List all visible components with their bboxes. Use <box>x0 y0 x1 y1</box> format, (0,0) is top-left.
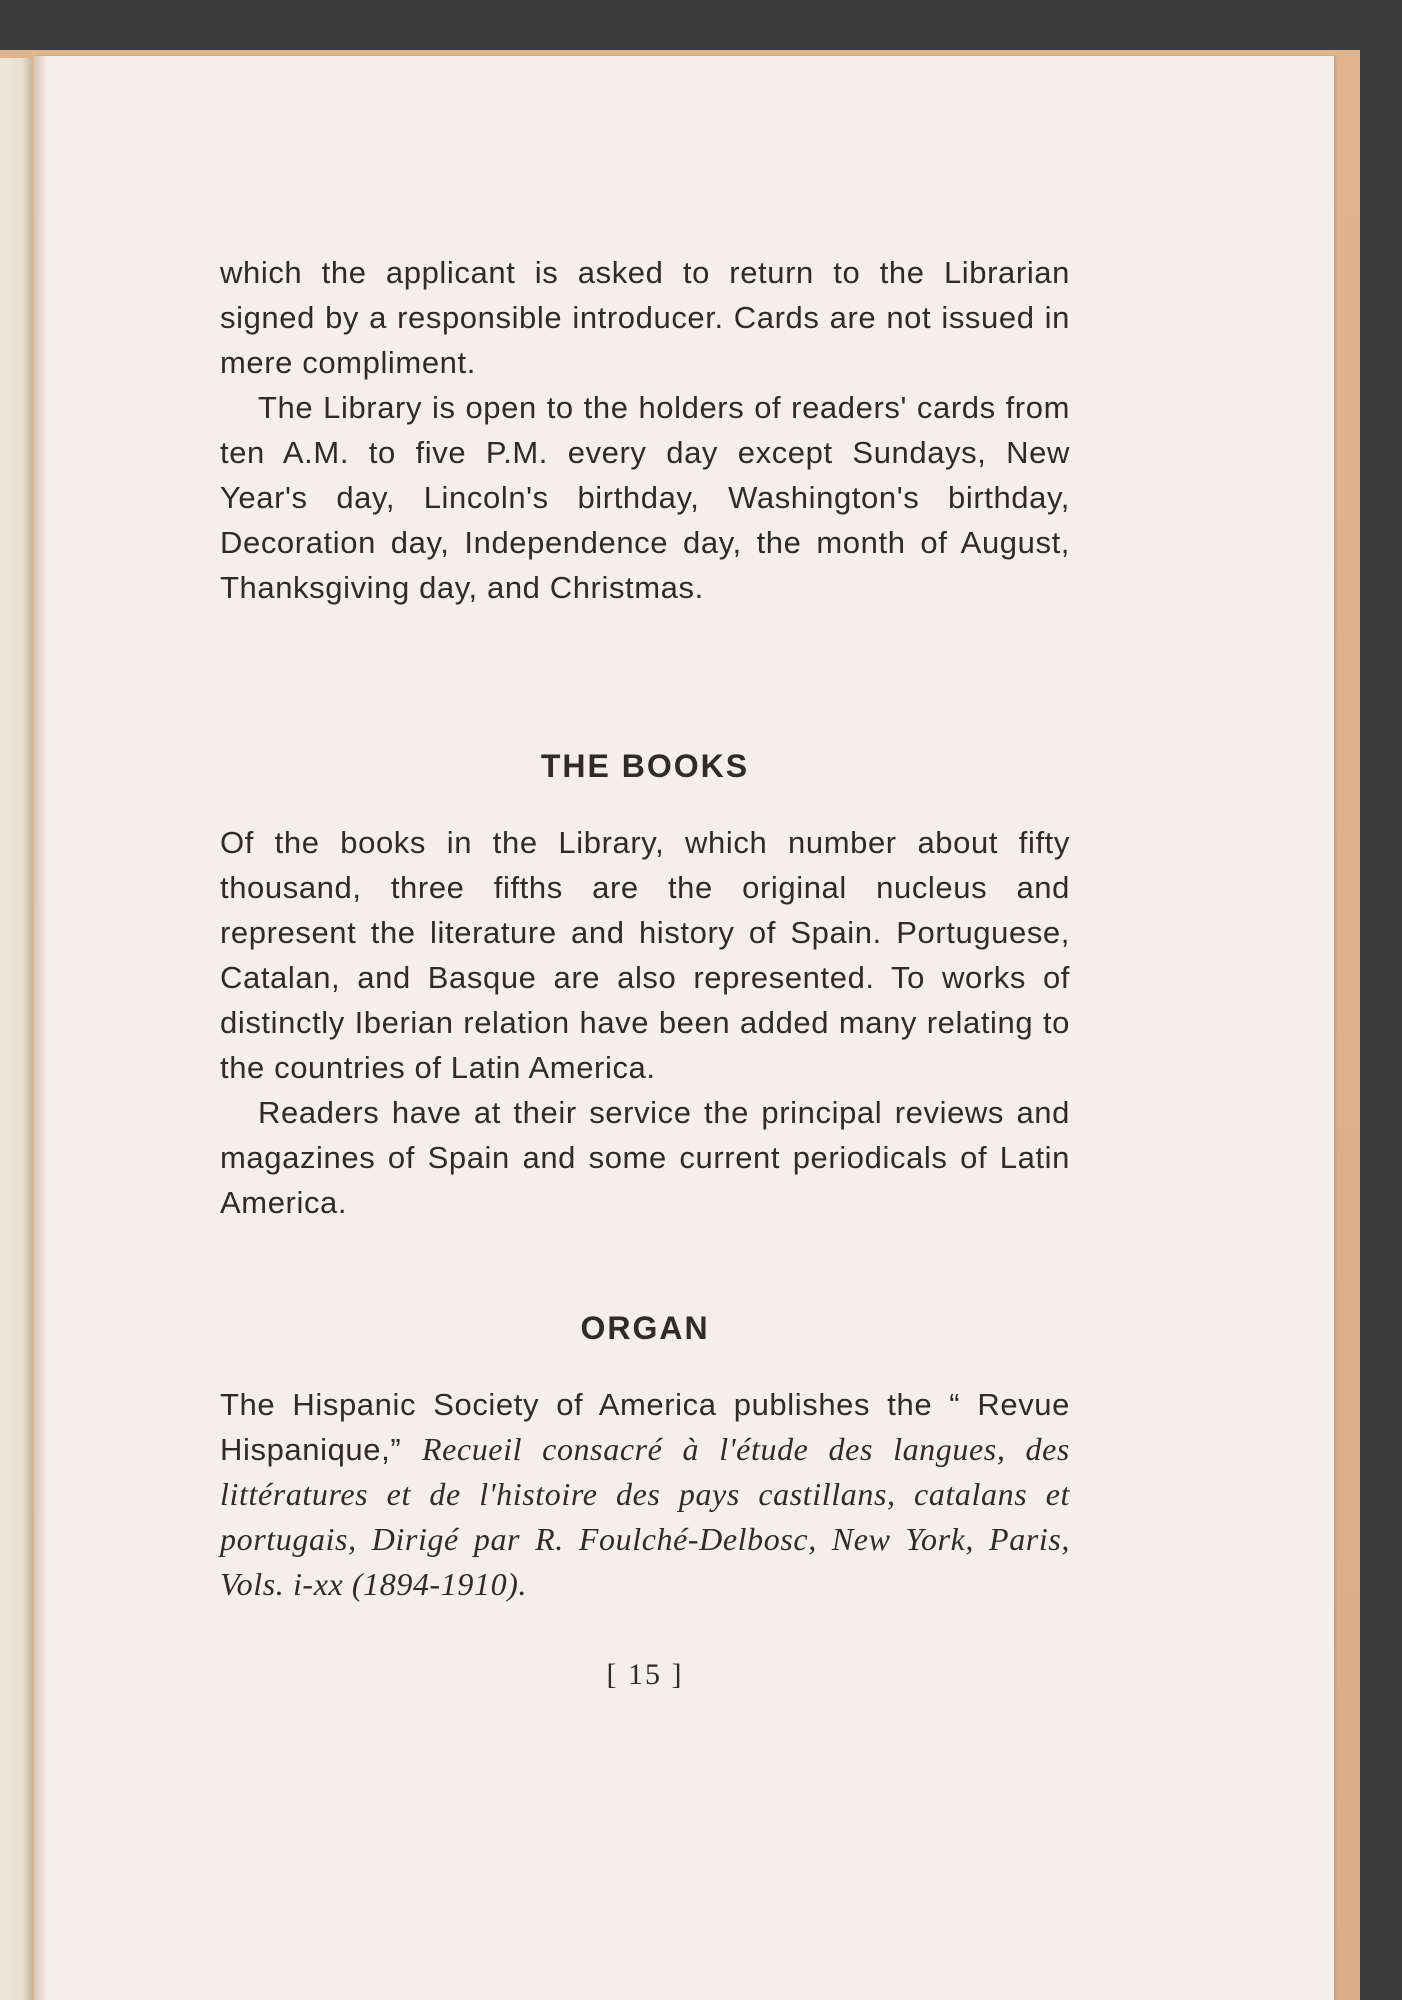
organ-italic-citation: Recueil consacré à l'étude des langues, des littératures et de l'histoire des pays castillans, catalans et portugais, Dirigé par R. Foulché-Delbosc, New York, Paris, Vols. i-xx (1894-1910). <box>220 1431 1070 1602</box>
page-gutter-shadow <box>34 56 48 2000</box>
books-paragraph-2: Readers have at their service the principal reviews and magazines of Spain and some current periodicals of Latin America. <box>220 1095 1070 1220</box>
page-number: [ 15 ] <box>606 1658 684 1691</box>
section-heading-organ: ORGAN <box>580 1310 710 1346</box>
organ-paragraph <box>220 1382 1070 1607</box>
books-paragraph-1: Of the books in the Library, which number about fifty thousand, three fifths are the original nucleus and represent the literature and history of Spain. Portuguese, Catalan, and Basque are also represented. To works of distinctly Iberian relation have been added many relating to the countries of Latin America. <box>220 825 1070 1085</box>
section-heading-books: THE BOOKS <box>540 748 750 784</box>
intro-paragraph-2: The Library is open to the holders of readers' cards from ten A.M. to five P.M. every day except Sundays, New Year's day, Lincoln's birthday, Washington's birthday, Decoration day, Independence day, the month of August, Thanksgiving day, and Christmas. <box>220 390 1070 605</box>
organ-roman-text: The Hispanic Society of America publishes the “ Revue Hispanique,” <box>220 1387 1070 1467</box>
intro-paragraph-1: which the applicant is asked to return to the Librarian signed by a responsible introducer. Cards are not issued in mere compliment. <box>220 255 1070 380</box>
left-page-edge <box>0 58 32 2000</box>
